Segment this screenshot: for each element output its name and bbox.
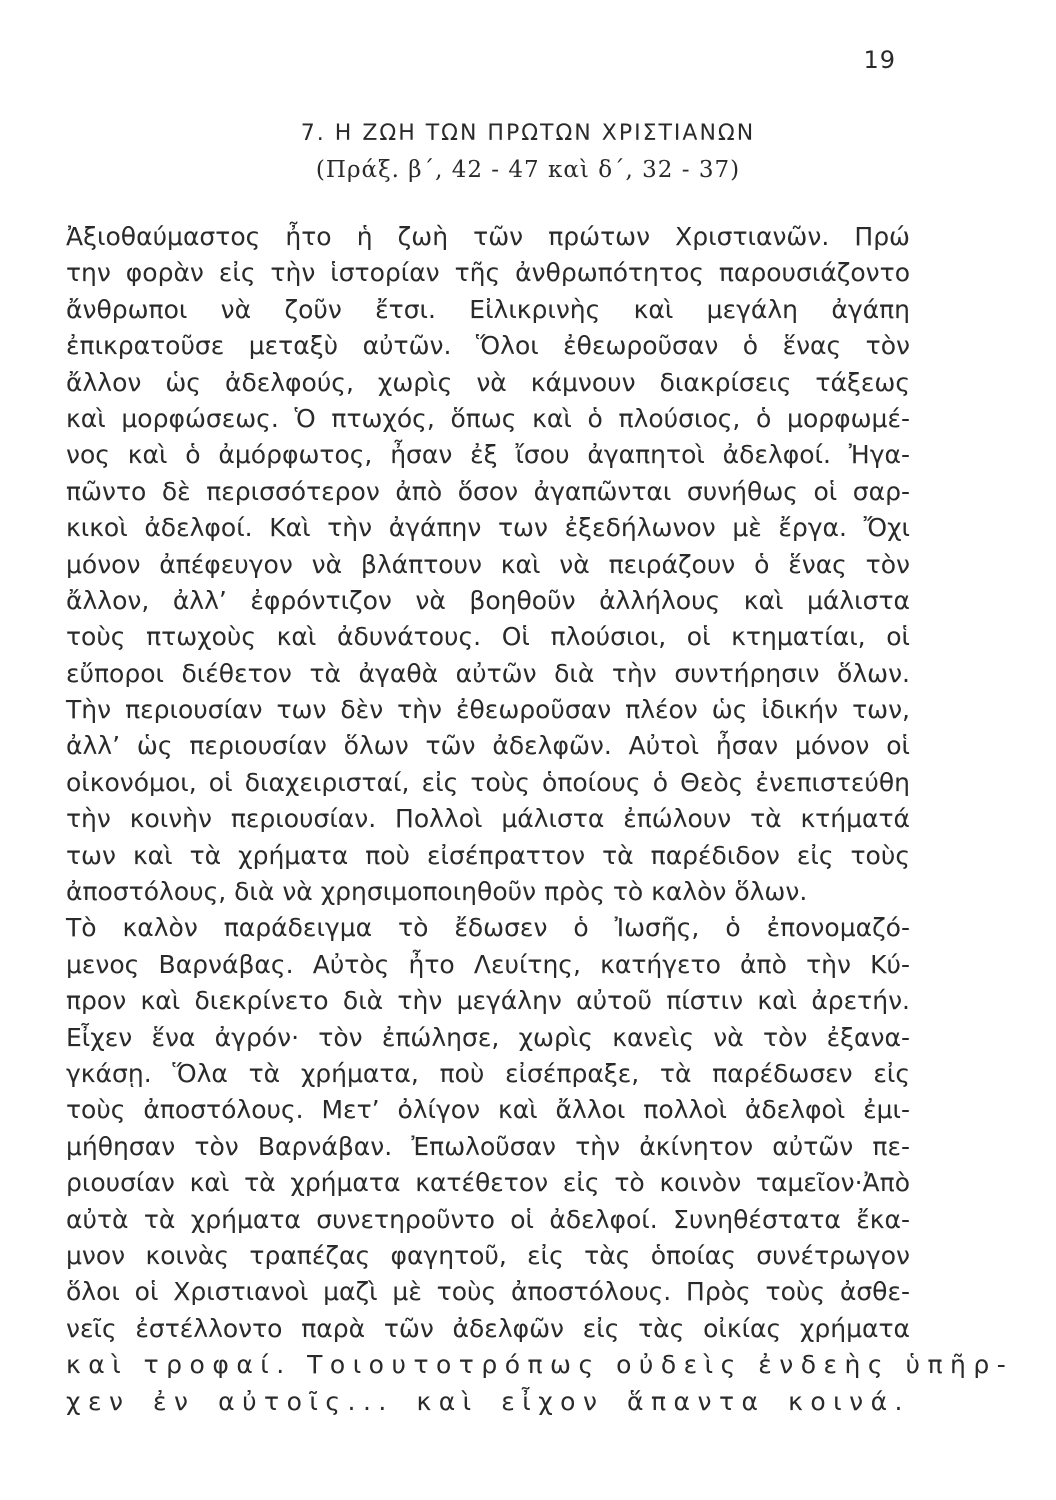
text-line: ἀλλ’ ὡς περιουσίαν ὅλων τῶν ἀδελφῶν. Αὐτοὶ ἦσαν μόνον οἱ bbox=[66, 731, 910, 761]
text-line: ἄλλον ὡς ἀδελφούς, χωρὶς νὰ κάμνουν διακρίσεις τάξεως bbox=[66, 367, 910, 397]
text-line: νεῖς ἐστέλλοντο παρὰ τῶν ἀδελφῶν εἰς τὰς οἰκίας χρήματα bbox=[66, 1313, 910, 1343]
text-line: μόνον ἀπέφευγον νὰ βλάπτουν καὶ νὰ πειράζουν ὁ ἕνας τὸν bbox=[66, 549, 910, 579]
text-line: μνον κοινὰς τραπέζας φαγητοῦ, εἰς τὰς ὁποίας συνέτρωγον bbox=[66, 1240, 910, 1270]
page-number: 19 bbox=[863, 46, 896, 74]
text-line: των καὶ τὰ χρήματα ποὺ εἰσέπραττον τὰ παρέδιδον εἰς τοὺς bbox=[66, 840, 910, 870]
text-line: Τὴν περιουσίαν των δὲν τὴν ἐθεωροῦσαν πλέον ὡς ἰδικήν των, bbox=[66, 695, 910, 725]
scripture-reference: (Πράξ. β΄, 42 - 47 καὶ δ΄, 32 - 37) bbox=[315, 157, 741, 183]
text-line: καὶ μορφώσεως. Ὁ πτωχός, ὅπως καὶ ὁ πλούσιος, ὁ μορφωμέ- bbox=[66, 403, 910, 433]
chapter-title: 7. Η ΖΩΗ ΤΩΝ ΠΡΩΤΩΝ ΧΡΙΣΤΙΑΝΩΝ bbox=[300, 121, 756, 146]
text-line: προν καὶ διεκρίνετο διὰ τὴν μεγάλην αὐτοῦ πίστιν καὶ ἀρετήν. bbox=[66, 986, 910, 1016]
text-line: ἄνθρωποι νὰ ζοῦν ἔτσι. Εἰλικρινὴς καὶ μεγάλη ἀγάπη bbox=[66, 294, 910, 324]
text-line: ἐπικρατοῦσε μεταξὺ αὐτῶν. Ὅλοι ἐθεωροῦσαν ὁ ἕνας τὸν bbox=[66, 331, 910, 361]
text-line: οἰκονόμοι, οἱ διαχειρισταί, εἰς τοὺς ὁποίους ὁ Θεὸς ἐνεπιστεύθη bbox=[66, 767, 910, 797]
text-line: τοὺς πτωχοὺς καὶ ἀδυνάτους. Οἱ πλούσιοι, οἱ κτηματίαι, οἱ bbox=[66, 622, 910, 652]
text-line: νος καὶ ὁ ἀμόρφωτος, ἦσαν ἐξ ἴσου ἀγαπητοὶ ἀδελφοί. Ἠγα- bbox=[66, 440, 910, 470]
text-line: ριουσίαν καὶ τὰ χρήματα κατέθετον εἰς τὸ κοινὸν ταμεῖον·Ἀπὸ bbox=[66, 1168, 910, 1198]
text-line: την φορὰν εἰς τὴν ἱστορίαν τῆς ἀνθρωπότητος παρουσιάζοντο bbox=[66, 258, 910, 288]
text-line: μήθησαν τὸν Βαρνάβαν. Ἐπωλοῦσαν τὴν ἀκίνητον αὐτῶν πε- bbox=[66, 1131, 910, 1161]
text-line: μενος Βαρνάβας. Αὐτὸς ἦτο Λευίτης, κατήγετο ἀπὸ τὴν Κύ- bbox=[66, 949, 910, 979]
text-line: καὶ τροφαί. Τοιουτοτρόπως οὐδεὶς ἐνδεὴς ὑπῆρ- bbox=[66, 1350, 1014, 1380]
text-line: πῶντο δὲ περισσότερον ἀπὸ ὅσον ἀγαπῶνται συνήθως οἱ σαρ- bbox=[66, 476, 910, 506]
body-text bbox=[66, 219, 1014, 1420]
text-line: Ἀξιοθαύμαστος ἦτο ἡ ζωὴ τῶν πρώτων Χριστιανῶν. Πρώ bbox=[66, 222, 910, 251]
text-line: χεν ἐν αὐτοῖς... καὶ εἶχον ἅπαντα κοινά. bbox=[66, 1386, 910, 1416]
text-line: τοὺς ἀποστόλους. Μετ’ ὀλίγον καὶ ἄλλοι πολλοὶ ἀδελφοὶ ἐμι- bbox=[66, 1095, 910, 1125]
text-line: εὔποροι διέθετον τὰ ἀγαθὰ αὐτῶν διὰ τὴν συντήρησιν ὅλων. bbox=[66, 658, 910, 688]
text-line: Εἶχεν ἕνα ἀγρόν· τὸν ἐπώλησε, χωρὶς κανεὶς νὰ τὸν ἐξανα- bbox=[66, 1022, 910, 1052]
text-line: κικοὶ ἀδελφοί. Καὶ τὴν ἀγάπην των ἐξεδήλωνον μὲ ἔργα. Ὄχι bbox=[66, 513, 910, 543]
text-line: Τὸ καλὸν παράδειγμα τὸ ἔδωσεν ὁ Ἰωσῆς, ὁ ἐπονομαζό- bbox=[66, 913, 910, 943]
text-line: αὐτὰ τὰ χρήματα συνετηροῦντο οἱ ἀδελφοί. Συνηθέστατα ἔκα- bbox=[66, 1204, 910, 1234]
text-line: ὅλοι οἱ Χριστιανοὶ μαζὶ μὲ τοὺς ἀποστόλους. Πρὸς τοὺς ἀσθε- bbox=[66, 1277, 910, 1307]
text-line: τὴν κοινὴν περιουσίαν. Πολλοὶ μάλιστα ἐπώλουν τὰ κτήματά bbox=[66, 804, 910, 834]
text-line: ἀποστόλους, διὰ νὰ χρησιμοποιηθοῦν πρὸς τὸ καλὸν ὅλων. bbox=[66, 877, 808, 907]
text-line: γκάσῃ. Ὅλα τὰ χρήματα, ποὺ εἰσέπραξε, τὰ παρέδωσεν εἰς bbox=[66, 1058, 910, 1088]
text-line: ἄλλον, ἀλλ’ ἐφρόντιζον νὰ βοηθοῦν ἀλλήλους καὶ μάλιστα bbox=[66, 585, 910, 615]
